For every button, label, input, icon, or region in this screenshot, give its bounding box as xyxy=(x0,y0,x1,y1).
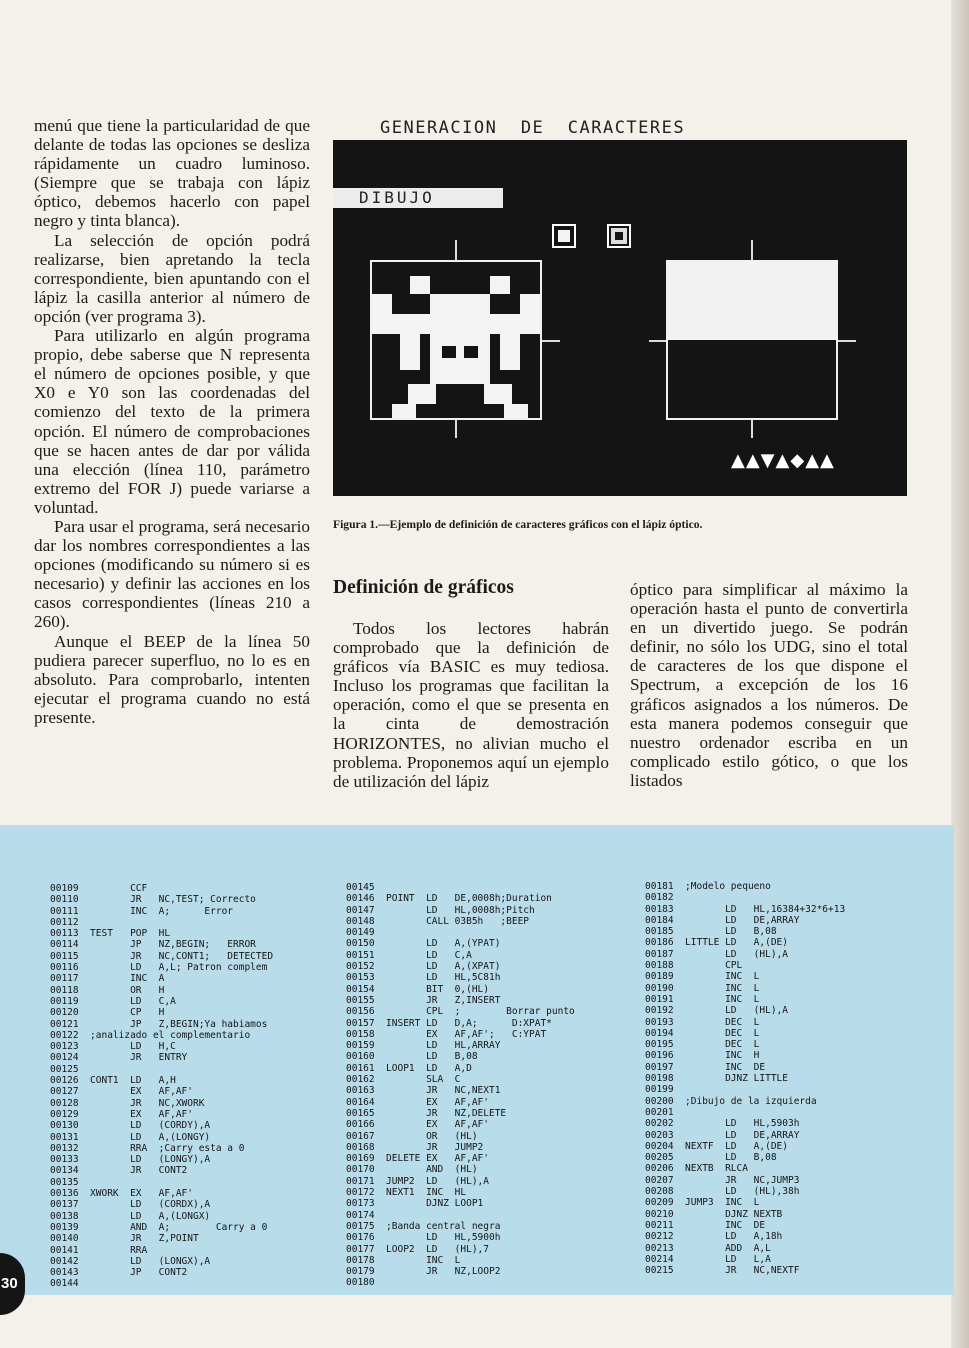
paragraph: Aunque el BEEP de la línea 50 pudiera parecer superfluo, no lo es en absoluto. Para comprobarlo, intenten ejecutar el programa cuando no está presente. xyxy=(34,631,310,727)
left-text-column xyxy=(34,116,310,727)
figure-screen-title: GENERACION DE CARACTERES xyxy=(380,118,686,138)
page-number: 30 xyxy=(0,1253,25,1315)
frame-tick xyxy=(751,420,753,438)
right-text-column xyxy=(630,580,908,790)
preview-white-block xyxy=(668,262,836,340)
paragraph: óptico para simplificar al máximo la operación hasta el punto de convertirla en un divertido juego. Se podrán definir, no sólo los UDG, sino el total de caracteres de los que dispone el Spectrum, a excepción de los 16 gráficos asignados a los números. De esta manera podemos conseguir que nuestro ordenador escriba en un complicado estilo gótico, o que los listados xyxy=(630,580,908,790)
paragraph: La selección de opción podrá realizarse, bien apretando la tecla correspondiente, bien apuntando con el lápiz la casilla anterior al número de opción (ver programa 3). xyxy=(34,230,310,326)
small-character-inverse-icon xyxy=(607,224,631,248)
frame-tick xyxy=(838,340,856,342)
paragraph: Para usar el programa, será necesario dar los nombres correspondientes a las opciones (modificando su número si es necesario) y definir las acciones en los casos correspondientes (líneas 210 a 260). xyxy=(34,516,310,632)
paragraph: Para utilizarlo en algún programa propio, debe saberse que N representa el número de opciones posible, y que X0 e Y0 son las coordenadas del comienzo del texto de la primera opción. El número de comprobaciones que se hacen antes de dar por válida una elección (línea 110, parámetro extremo del FOR J) puede variarse a voluntad. xyxy=(34,326,310,517)
frame-tick xyxy=(542,340,560,342)
small-character-icon xyxy=(552,224,576,248)
paragraph: menú que tiene la particularidad de que delante de todas las opciones se desliza rápidamente un cuadro luminoso. (Siempre que se trabaja con lápiz óptico, debemos hacerlo con papel negro y tinta blanca). xyxy=(34,116,310,231)
frame-tick xyxy=(751,240,753,260)
middle-text-column xyxy=(333,619,609,791)
frame-tick xyxy=(455,420,457,438)
listing-column: 00181 ;Modelo pequeno 00182 00183 LD HL,16384+32*6+13 00184 LD DE,ARRAY 00185 LD B,08 00186 LITTLE LD A,(DE) 00187 LD (HL),A 00188 CPL 00189 INC L 00190 INC L 00191 INC L 00192 LD (HL),A 00193 DEC L 00194 DEC L 00195 DEC L 00196 INC H 00197 INC DE 00198 DJNZ LITTLE 00199 00200 ;Dibujo de la izquierda 00201 00202 LD HL,5903h 00203 LD DE,ARRAY 00204 NEXTF LD A,(DE) 00205 LD B,08 00206 NEXTB RLCA 00207 JR NC,JUMP3 00208 LD (HL),38h 00209 JUMP3 INC L 00210 DJNZ NEXTB 00211 INC DE 00212 LD A,18h 00213 ADD A,L 00214 LD L,A 00215 JR NC,NEXTF xyxy=(645,881,846,1277)
dibujo-label: DIBUJO xyxy=(333,188,503,208)
frame-tick xyxy=(455,240,457,260)
section-heading: Definición de gráficos xyxy=(333,577,514,598)
paragraph: Todos los lectores habrán comprobado que la definición de gráficos vía BASIC es muy tediosa. Incluso los programas que facilitan la operación, como el que se presenta en la cinta de demostración HORIZONTES, no alivian mucho el problema. Proponemos aquí un ejemplo de utilización del lápiz xyxy=(333,619,609,791)
assembly-listing-panel xyxy=(0,825,954,1295)
spectrum-screen-figure xyxy=(333,140,907,496)
drawing-grid-frame xyxy=(370,260,542,420)
frame-tick xyxy=(649,340,667,342)
listing-column: 00145 00146 POINT LD DE,0008h;Duration 00147 LD HL,0008h;Pitch 00148 CALL 03B5h ;BEEP 00149 00150 LD A,(YPAT) 00151 LD C,A 00152 LD A,(XPAT) 00153 LD HL,5C81h 00154 BIT 0,(HL) 00155 JR Z,INSERT 00156 CPL ; Borrar punto 00157 INSERT LD D,A; D:XPAT* 00158 EX AF,AF'; C:YPAT 00159 LD HL,ARRAY 00160 LD B,08 00161 LOOP1 LD A,D 00162 SLA C 00163 JR NC,NEXT1 00164 EX AF,AF' 00165 JR NZ,DELETE 00166 EX AF,AF' 00167 OR (HL) 00168 JR JUMP2 00169 DELETE EX AF,AF' 00170 AND (HL) 00171 JUMP2 LD (HL),A 00172 NEXT1 INC HL 00173 DJNZ LOOP1 00174 00175 ;Banda central negra 00176 LD HL,5900h 00177 LOOP2 LD (HL),7 00178 INC L 00179 JR NZ,LOOP2 00180 xyxy=(346,882,575,1289)
listing-column: 00109 CCF 00110 JR NC,TEST; Correcto 00111 INC A; Error 00112 00113 TEST POP HL 00114 JP NZ,BEGIN; ERROR 00115 JR NC,CONT1; DETECTED 00116 LD A,L; Patron complem 00117 INC A 00118 OR H 00119 LD C,A 00120 CP H 00121 JP Z,BEGIN;Ya habiamos 00122 ;analizado el complementario 00123 LD H,C 00124 JR ENTRY 00125 00126 CONT1 LD A,H 00127 EX AF,AF' 00128 JR NC,XWORK 00129 EX AF,AF' 00130 LD (CORDY),A 00131 LD A,(LONGY) 00132 RRA ;Carry esta a 0 00133 LD (LONGY),A 00134 JR CONT2 00135 00136 XWORK EX AF,AF' 00137 LD (CORDX),A 00138 LD A,(LONGX) 00139 AND A; Carry a 0 00140 JR Z,POINT 00141 RRA 00142 LD (LONGX),A 00143 JP CONT2 00144 xyxy=(50,883,274,1290)
figure-caption: Figura 1.—Ejemplo de definición de caracteres gráficos con el lápiz óptico. xyxy=(333,518,703,531)
character-strip: ▲▲▼▲◆▲▲ xyxy=(731,450,835,471)
